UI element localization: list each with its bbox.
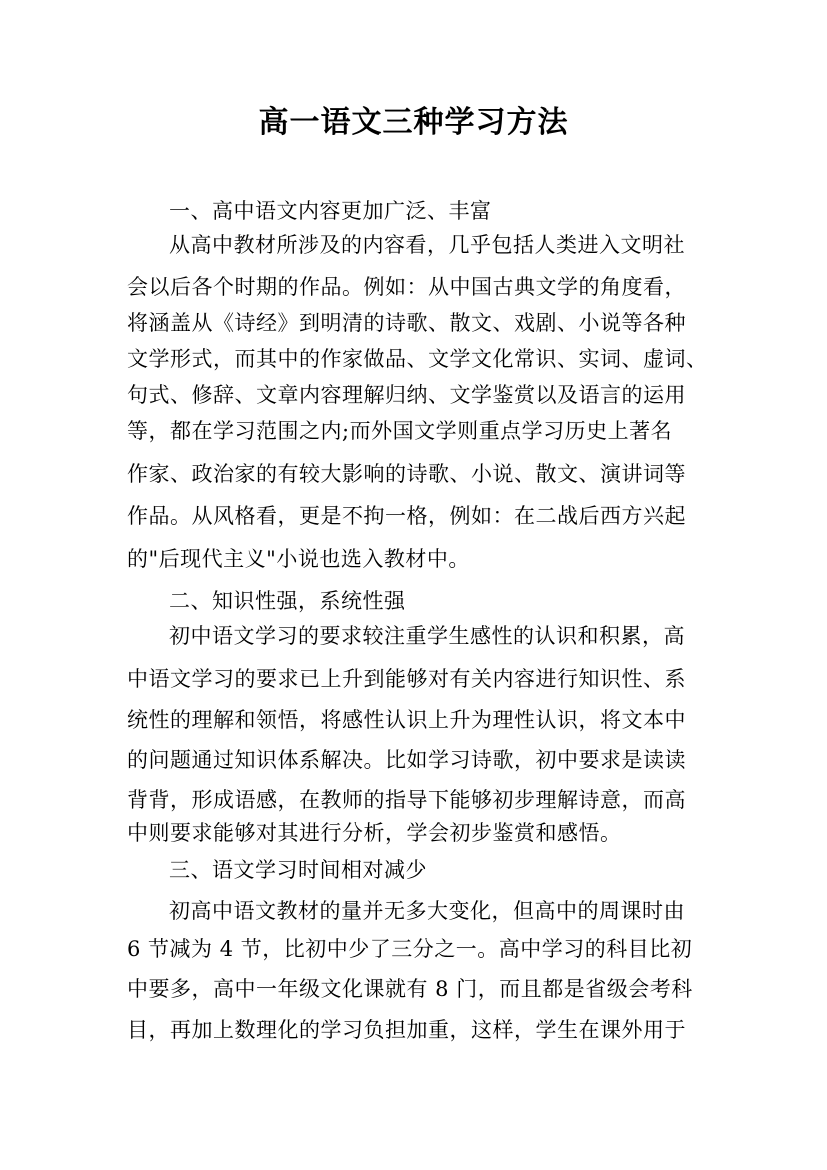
paragraph-line: 从高中教材所涉及的内容看，几乎包括人类进入文明社 [169,233,685,257]
paragraph-line: 会以后各个时期的作品。例如：从中国古典文学的角度看， [127,275,686,299]
section-heading-2: 二、知识性强，系统性强 [169,589,406,613]
paragraph-line: 背背，形成语感，在教师的指导下能够初步理解诗意，而高 [127,788,686,812]
section-heading-1: 一、高中语文内容更加广泛、丰富 [169,199,492,223]
document-title: 高一语文三种学习方法 [258,105,569,140]
paragraph-line: 文学形式，而其中的作家做品、文学文化常识、实词、虚词、 [127,347,708,371]
paragraph-line: 6 节减为 4 节，比初中少了三分之一。高中学习的科目比初 [127,937,693,961]
paragraph-line: 中则要求能够对其进行分析，学会初步鉴赏和感悟。 [127,821,622,845]
paragraph-line: 目，再加上数理化的学习负担加重，这样，学生在课外用于 [127,1018,686,1042]
section-heading-3: 三、语文学习时间相对减少 [169,858,427,882]
paragraph-line: 统性的理解和领悟，将感性认识上升为理性认识，将文本中 [127,708,686,732]
paragraph-line: 将涵盖从《诗经》到明清的诗歌、散文、戏剧、小说等各种 [127,311,686,335]
paragraph-line: 的问题通过知识体系解决。比如学习诗歌，初中要求是读读 [127,748,686,772]
paragraph-line: 作家、政治家的有较大影响的诗歌、小说、散文、演讲词等 [127,462,686,486]
paragraph-line: 等，都在学习范围之内;而外国文学则重点学习历史上著名 [127,419,673,443]
paragraph-line: 句式、修辞、文章内容理解归纳、文学鉴赏以及语言的运用 [127,383,686,407]
paragraph-line: 的"后现代主义"小说也选入教材中。 [127,547,470,571]
paragraph-line: 初高中语文教材的量并无多大变化，但高中的周课时由 [169,899,685,923]
paragraph-line: 中语文学习的要求已上升到能够对有关内容进行知识性、系 [127,667,686,691]
paragraph-line: 初中语文学习的要求较注重学生感性的认识和积累，高 [169,624,685,648]
paragraph-line: 中要多，高中一年级文化课就有 8 门，而且都是省级会考科 [127,977,693,1001]
paragraph-line: 作品。从风格看，更是不拘一格，例如：在二战后西方兴起 [127,504,686,528]
